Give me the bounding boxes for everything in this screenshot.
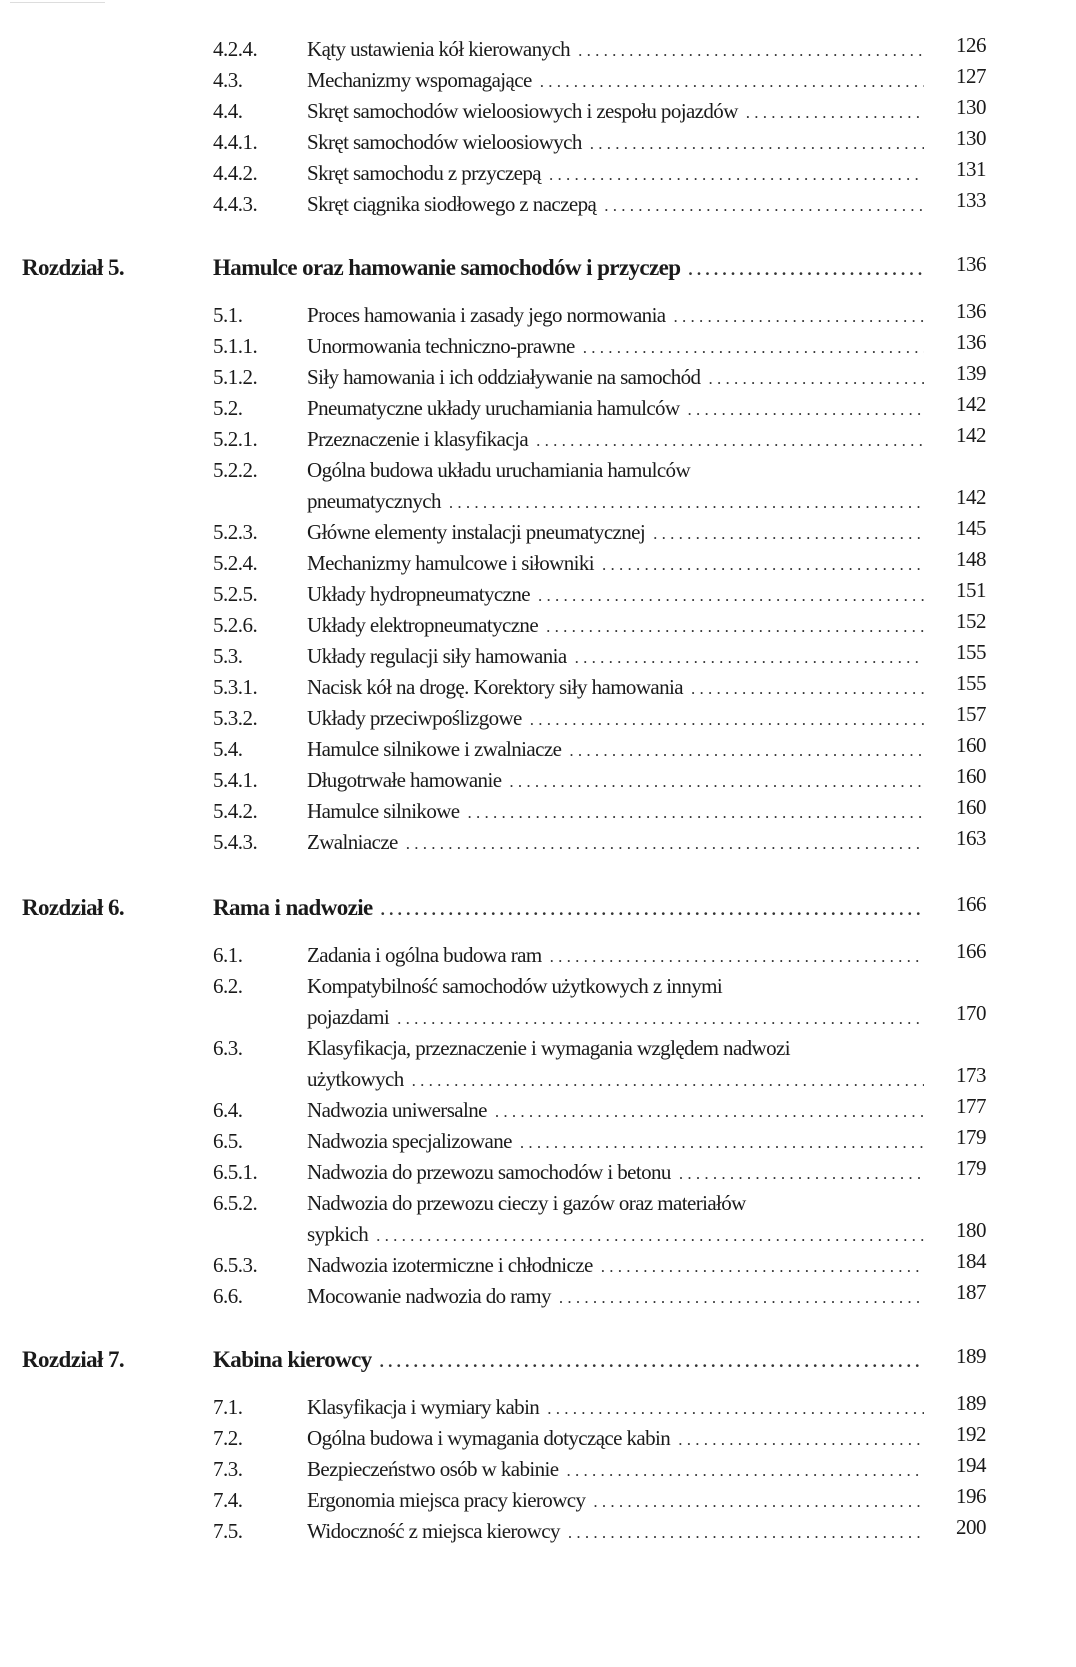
toc-entry-continuation xyxy=(0,1219,1076,1249)
toc-entry-multiline xyxy=(0,971,1076,1001)
toc-entry xyxy=(0,127,1076,157)
leader-dots xyxy=(569,736,924,764)
leader-dots xyxy=(566,1456,924,1484)
entry-title: Długotrwałe hamowanie xyxy=(307,765,509,795)
leader-dots xyxy=(559,1283,924,1311)
toc-entry xyxy=(0,610,1076,640)
leader-dots xyxy=(495,1097,924,1125)
toc-entry xyxy=(0,65,1076,95)
entry-page: 184 xyxy=(956,1249,986,1273)
toc-entry xyxy=(0,1095,1076,1125)
chapter-heading xyxy=(0,1345,1076,1375)
entry-page: 151 xyxy=(956,578,986,602)
leader-dots xyxy=(381,895,923,923)
entry-title: Mechanizmy hamulcowe i siłowniki xyxy=(307,548,602,578)
entry-number: 6.5. xyxy=(213,1129,243,1153)
entry-number: 7.4. xyxy=(213,1488,243,1512)
entry-number: 5.2.2. xyxy=(213,458,258,482)
toc-entry xyxy=(0,1454,1076,1484)
toc-entry-continuation xyxy=(0,1064,1076,1094)
entry-number: 6.5.3. xyxy=(213,1253,258,1277)
toc-entry xyxy=(0,641,1076,671)
entry-number: 5.4.2. xyxy=(213,799,258,823)
entry-page: 157 xyxy=(956,702,986,726)
entry-title: Nacisk kół na drogę. Korektory siły hamowania xyxy=(307,672,691,702)
entry-number: 5.2.5. xyxy=(213,582,258,606)
leader-dots xyxy=(468,798,924,826)
entry-page: 177 xyxy=(956,1094,986,1118)
entry-page: 187 xyxy=(956,1280,986,1304)
entry-number: 5.2.6. xyxy=(213,613,258,637)
toc-entry xyxy=(0,765,1076,795)
leader-dots xyxy=(602,550,924,578)
leader-dots xyxy=(530,705,924,733)
entry-page: 152 xyxy=(956,609,986,633)
entry-page: 173 xyxy=(956,1063,986,1087)
entry-page: 136 xyxy=(956,299,986,323)
leader-dots xyxy=(397,1004,924,1032)
entry-page: 179 xyxy=(956,1125,986,1149)
entry-title: Klasyfikacja, przeznaczenie i wymagania względem nadwozi xyxy=(307,1036,790,1060)
entry-number: 5.1. xyxy=(213,303,243,327)
toc-entry xyxy=(0,362,1076,392)
entry-title: Siły hamowania i ich oddziaływanie na samochód xyxy=(307,362,708,392)
entry-number: 4.2.4. xyxy=(213,37,258,61)
entry-title-continuation: pojazdami xyxy=(307,1002,397,1032)
entry-page: 160 xyxy=(956,764,986,788)
toc-entry xyxy=(0,1281,1076,1311)
leader-dots xyxy=(604,191,924,219)
toc-entry xyxy=(0,1423,1076,1453)
leader-dots xyxy=(536,426,924,454)
leader-dots xyxy=(509,767,924,795)
leader-dots xyxy=(593,1487,924,1515)
entry-title: Mechanizmy wspomagające xyxy=(307,65,540,95)
entry-title: Nadwozia do przewozu cieczy i gazów oraz materiałów xyxy=(307,1191,746,1215)
leader-dots xyxy=(575,643,924,671)
leader-dots xyxy=(679,1159,924,1187)
leader-dots xyxy=(674,302,924,330)
entry-number: 5.2.1. xyxy=(213,427,258,451)
entry-title: Nadwozia uniwersalne xyxy=(307,1095,495,1125)
chapter-title: Kabina kierowcy xyxy=(213,1345,380,1375)
entry-page: 142 xyxy=(956,423,986,447)
entry-page: 163 xyxy=(956,826,986,850)
entry-page: 139 xyxy=(956,361,986,385)
entry-number: 5.4.3. xyxy=(213,830,258,854)
entry-title: Zadania i ogólna budowa ram xyxy=(307,940,550,970)
entry-page: 160 xyxy=(956,795,986,819)
entry-title: Nadwozia specjalizowane xyxy=(307,1126,520,1156)
toc-entry xyxy=(0,1392,1076,1422)
toc-entry xyxy=(0,703,1076,733)
scan-artifact-line xyxy=(10,2,105,3)
leader-dots xyxy=(547,1394,924,1422)
entry-page: 155 xyxy=(956,671,986,695)
entry-title: Proces hamowania i zasady jego normowania xyxy=(307,300,674,330)
entry-page: 126 xyxy=(956,33,986,57)
entry-title: Nadwozia do przewozu samochodów i betonu xyxy=(307,1157,679,1187)
entry-page: 192 xyxy=(956,1422,986,1446)
leader-dots xyxy=(653,519,924,547)
entry-number: 7.5. xyxy=(213,1519,243,1543)
leader-dots xyxy=(376,1221,924,1249)
entry-page: 155 xyxy=(956,640,986,664)
entry-number: 6.6. xyxy=(213,1284,243,1308)
leader-dots xyxy=(678,1425,924,1453)
toc-entry xyxy=(0,189,1076,219)
entry-number: 4.4.1. xyxy=(213,130,258,154)
toc-entry xyxy=(0,548,1076,578)
entry-page: 180 xyxy=(956,1218,986,1242)
leader-dots xyxy=(406,829,924,857)
toc-entry xyxy=(0,672,1076,702)
entry-page: 160 xyxy=(956,733,986,757)
toc-entry xyxy=(0,1485,1076,1515)
leader-dots xyxy=(540,67,924,95)
toc-entry-continuation xyxy=(0,486,1076,516)
entry-number: 4.4.2. xyxy=(213,161,258,185)
chapter-heading xyxy=(0,893,1076,923)
toc-entry xyxy=(0,96,1076,126)
leader-dots xyxy=(746,98,924,126)
entry-page: 170 xyxy=(956,1001,986,1025)
leader-dots xyxy=(708,364,924,392)
chapter-label: Rozdział 6. xyxy=(22,895,124,920)
entry-title: Pneumatyczne układy uruchamiania hamulców xyxy=(307,393,688,423)
toc-entry-multiline xyxy=(0,1188,1076,1218)
leader-dots xyxy=(520,1128,924,1156)
entry-title: Klasyfikacja i wymiary kabin xyxy=(307,1392,547,1422)
entry-title: Skręt samochodów wieloosiowych i zespołu pojazdów xyxy=(307,96,746,126)
leader-dots xyxy=(568,1518,924,1546)
entry-title: Skręt samochodu z przyczepą xyxy=(307,158,549,188)
entry-number: 5.2.3. xyxy=(213,520,258,544)
leader-dots xyxy=(691,674,924,702)
entry-number: 5.3. xyxy=(213,644,243,668)
chapter-title: Hamulce oraz hamowanie samochodów i przyczep xyxy=(213,253,688,283)
entry-page: 194 xyxy=(956,1453,986,1477)
chapter-label: Rozdział 7. xyxy=(22,1347,124,1372)
toc-entry xyxy=(0,517,1076,547)
entry-title: Mocowanie nadwozia do ramy xyxy=(307,1281,559,1311)
entry-page: 200 xyxy=(956,1515,986,1539)
entry-number: 5.3.2. xyxy=(213,706,258,730)
entry-number: 5.2. xyxy=(213,396,243,420)
entry-title: Unormowania techniczno-prawne xyxy=(307,331,583,361)
toc-entry xyxy=(0,579,1076,609)
entry-title: Ogólna budowa i wymagania dotyczące kabin xyxy=(307,1423,678,1453)
toc-entry xyxy=(0,796,1076,826)
toc-entry xyxy=(0,940,1076,970)
entry-number: 5.1.2. xyxy=(213,365,258,389)
toc-entry xyxy=(0,393,1076,423)
entry-number: 4.4. xyxy=(213,99,243,123)
leader-dots xyxy=(546,612,924,640)
toc-entry-multiline xyxy=(0,455,1076,485)
entry-title: Przeznaczenie i klasyfikacja xyxy=(307,424,536,454)
entry-number: 5.2.4. xyxy=(213,551,258,575)
entry-page: 148 xyxy=(956,547,986,571)
entry-page: 145 xyxy=(956,516,986,540)
leader-dots xyxy=(583,333,924,361)
entry-page: 131 xyxy=(956,157,986,181)
entry-page: 130 xyxy=(956,95,986,119)
leader-dots xyxy=(688,395,924,423)
toc-entry xyxy=(0,34,1076,64)
entry-number: 6.2. xyxy=(213,974,243,998)
chapter-page: 166 xyxy=(956,892,986,916)
entry-title: Układy przeciwpoślizgowe xyxy=(307,703,530,733)
entry-title-continuation: pneumatycznych xyxy=(307,486,449,516)
entry-number: 6.5.2. xyxy=(213,1191,258,1215)
entry-page: 179 xyxy=(956,1156,986,1180)
entry-page: 142 xyxy=(956,392,986,416)
entry-page: 127 xyxy=(956,64,986,88)
leader-dots xyxy=(380,1347,923,1375)
entry-number: 7.1. xyxy=(213,1395,243,1419)
entry-number: 6.3. xyxy=(213,1036,243,1060)
toc-entry xyxy=(0,1126,1076,1156)
entry-title-continuation: sypkich xyxy=(307,1219,376,1249)
entry-title: Bezpieczeństwo osób w kabinie xyxy=(307,1454,566,1484)
entry-number: 5.4.1. xyxy=(213,768,258,792)
entry-page: 133 xyxy=(956,188,986,212)
entry-page: 142 xyxy=(956,485,986,509)
leader-dots xyxy=(549,160,924,188)
entry-number: 5.3.1. xyxy=(213,675,258,699)
entry-title: Główne elementy instalacji pneumatycznej xyxy=(307,517,653,547)
entry-page: 136 xyxy=(956,330,986,354)
entry-title: Hamulce silnikowe i zwalniacze xyxy=(307,734,569,764)
entry-title: Zwalniacze xyxy=(307,827,406,857)
chapter-heading xyxy=(0,253,1076,283)
entry-title: Kąty ustawienia kół kierowanych xyxy=(307,34,578,64)
toc-entry xyxy=(0,300,1076,330)
toc-entry xyxy=(0,158,1076,188)
leader-dots xyxy=(601,1252,924,1280)
entry-title: Skręt samochodów wieloosiowych xyxy=(307,127,590,157)
leader-dots xyxy=(688,255,923,283)
entry-title: Układy regulacji siły hamowania xyxy=(307,641,575,671)
entry-title: Widoczność z miejsca kierowcy xyxy=(307,1516,568,1546)
entry-number: 6.5.1. xyxy=(213,1160,258,1184)
leader-dots xyxy=(538,581,924,609)
entry-number: 4.3. xyxy=(213,68,243,92)
chapter-label: Rozdział 5. xyxy=(22,255,124,280)
toc-entry-multiline xyxy=(0,1033,1076,1063)
entry-number: 7.2. xyxy=(213,1426,243,1450)
chapter-page: 136 xyxy=(956,252,986,276)
entry-number: 5.1.1. xyxy=(213,334,258,358)
entry-number: 6.1. xyxy=(213,943,243,967)
leader-dots xyxy=(578,36,924,64)
entry-page: 166 xyxy=(956,939,986,963)
chapter-title: Rama i nadwozie xyxy=(213,893,381,923)
entry-title: Skręt ciągnika siodłowego z naczepą xyxy=(307,189,604,219)
leader-dots xyxy=(449,488,924,516)
entry-title-continuation: użytkowych xyxy=(307,1064,412,1094)
entry-title: Układy elektropneumatyczne xyxy=(307,610,546,640)
entry-page: 189 xyxy=(956,1391,986,1415)
toc-entry xyxy=(0,1516,1076,1546)
leader-dots xyxy=(412,1066,924,1094)
entry-title: Nadwozia izotermiczne i chłodnicze xyxy=(307,1250,601,1280)
entry-number: 7.3. xyxy=(213,1457,243,1481)
toc-entry xyxy=(0,1250,1076,1280)
entry-title: Kompatybilność samochodów użytkowych z innymi xyxy=(307,974,723,998)
entry-number: 4.4.3. xyxy=(213,192,258,216)
toc-entry xyxy=(0,424,1076,454)
entry-title: Ogólna budowa układu uruchamiania hamulców xyxy=(307,458,691,482)
entry-title: Układy hydropneumatyczne xyxy=(307,579,538,609)
entry-title: Ergonomia miejsca pracy kierowcy xyxy=(307,1485,593,1515)
toc-entry-continuation xyxy=(0,1002,1076,1032)
chapter-page: 189 xyxy=(956,1344,986,1368)
leader-dots xyxy=(550,942,924,970)
entry-page: 196 xyxy=(956,1484,986,1508)
toc-entry xyxy=(0,1157,1076,1187)
toc-entry xyxy=(0,734,1076,764)
entry-page: 130 xyxy=(956,126,986,150)
entry-title: Hamulce silnikowe xyxy=(307,796,468,826)
entry-number: 6.4. xyxy=(213,1098,243,1122)
entry-number: 5.4. xyxy=(213,737,243,761)
leader-dots xyxy=(590,129,924,157)
toc-entry xyxy=(0,827,1076,857)
toc-entry xyxy=(0,331,1076,361)
